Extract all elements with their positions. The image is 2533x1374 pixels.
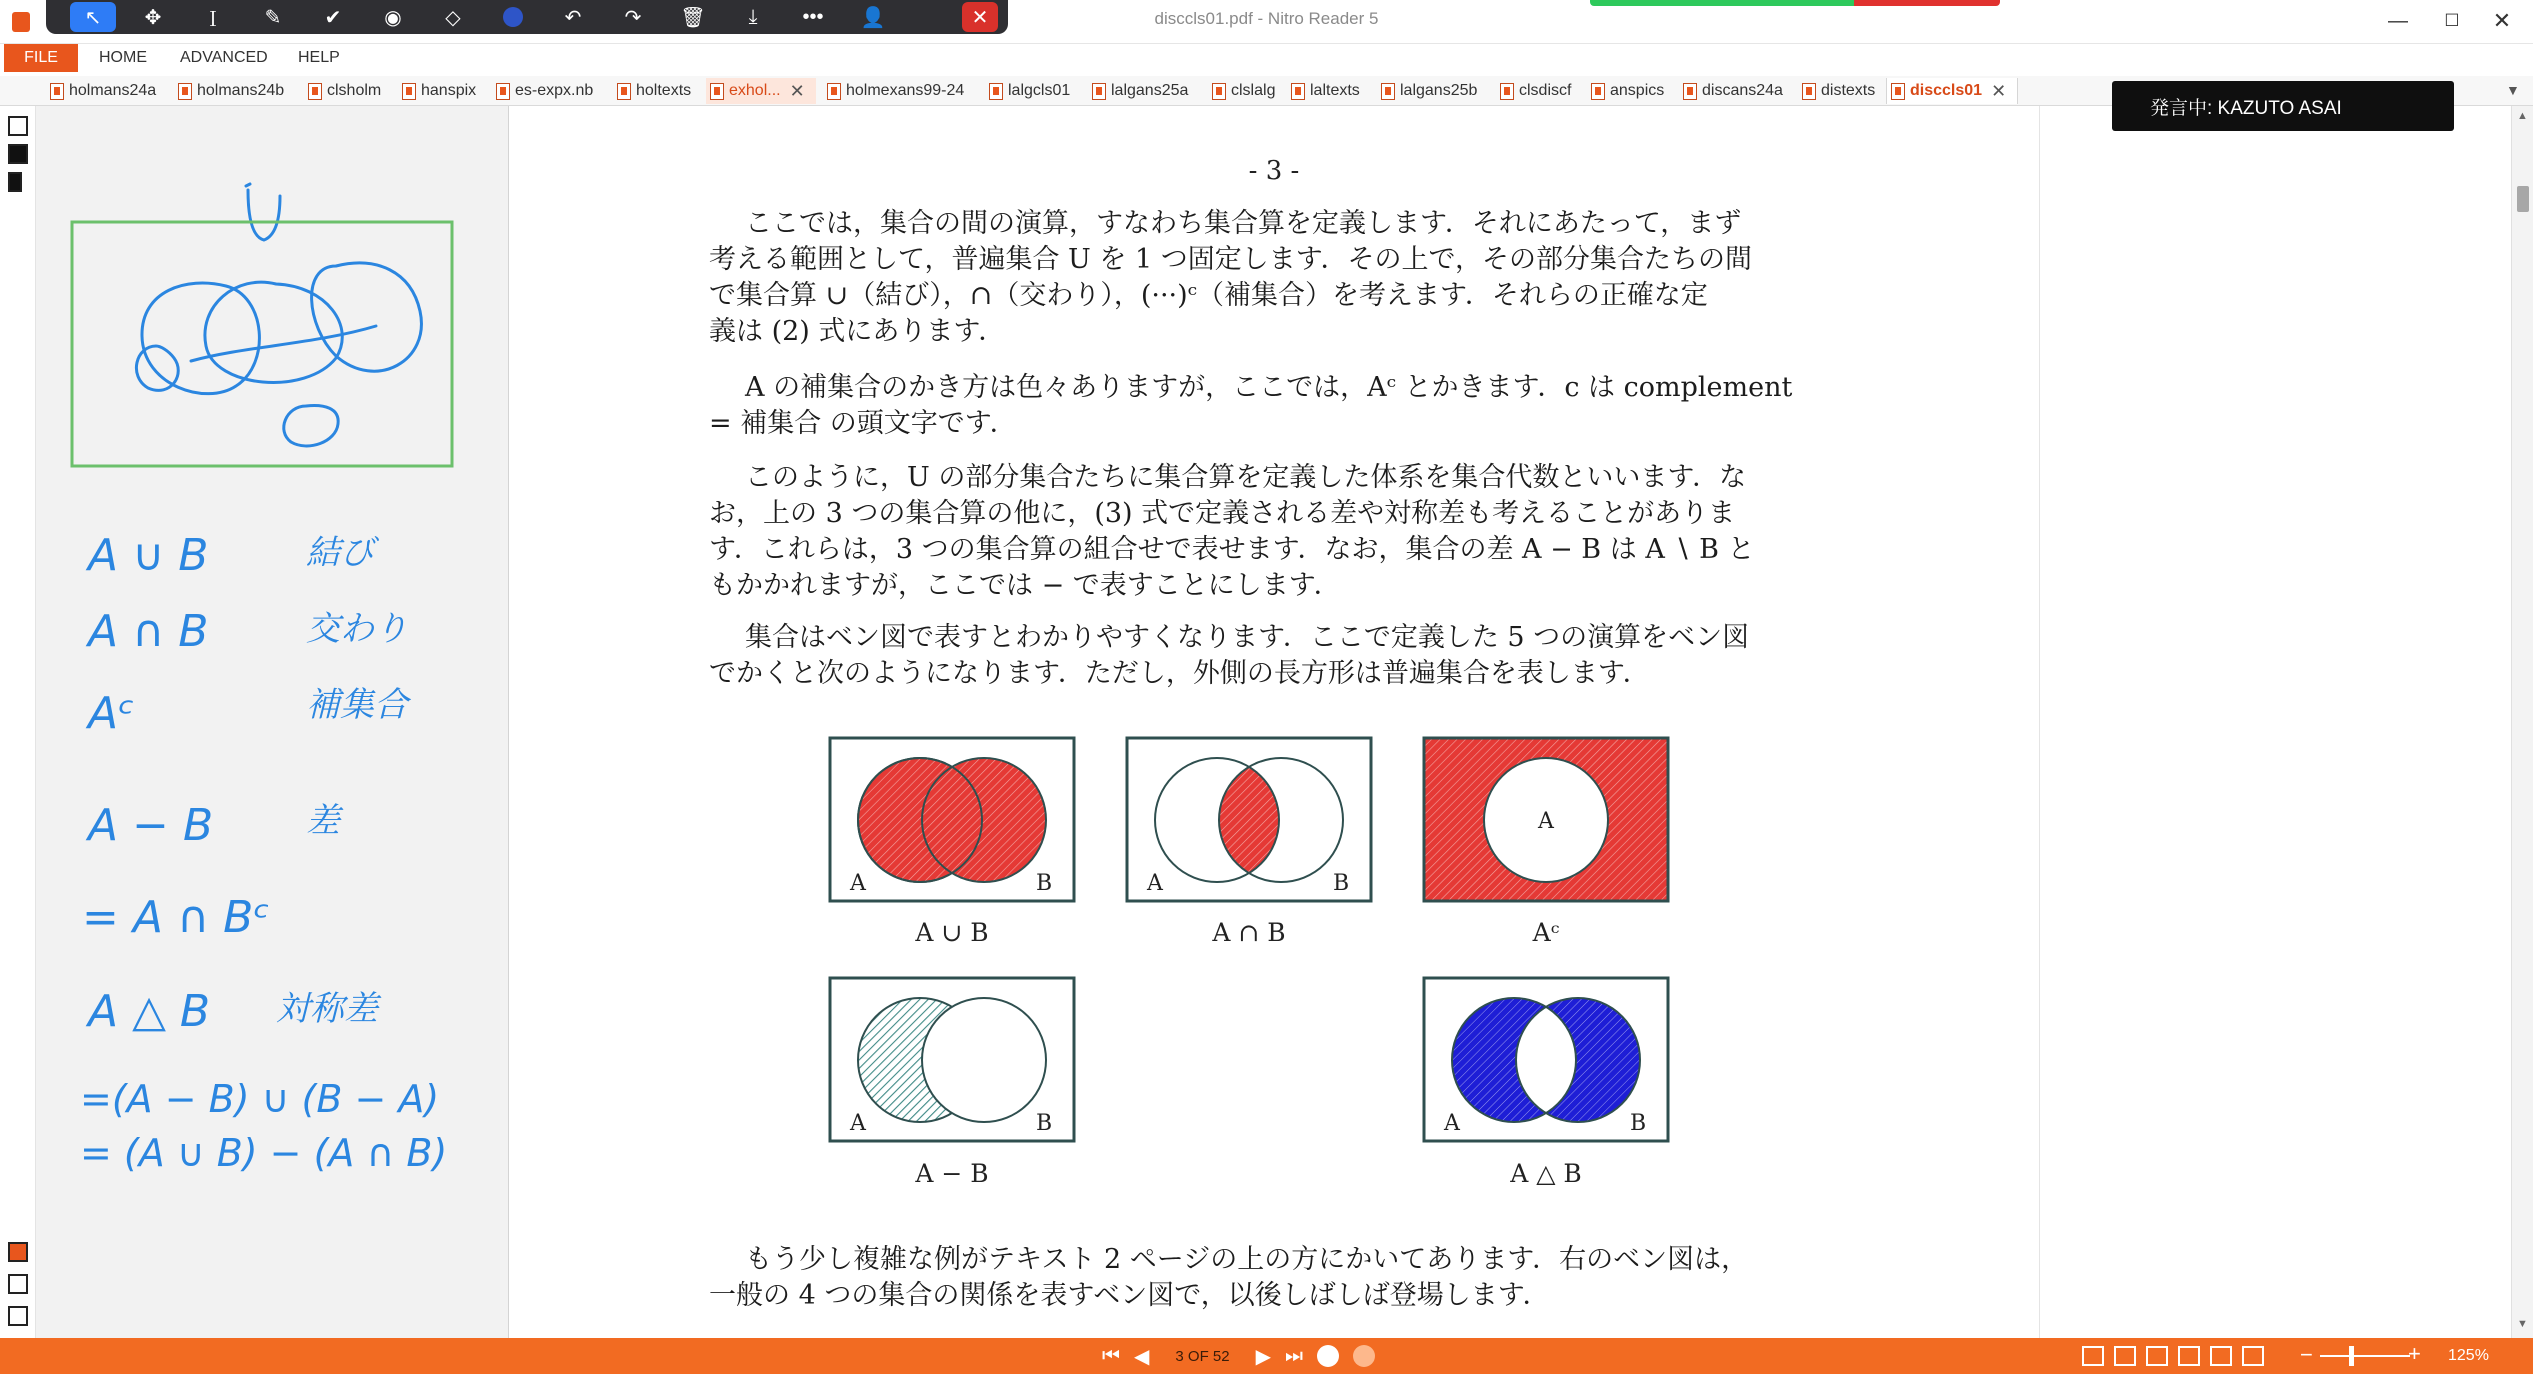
pdf-file-icon <box>989 83 1003 100</box>
comments-panel-icon[interactable] <box>8 1242 28 1262</box>
note-expr-1: A ∪ B <box>88 530 209 581</box>
page-header-number: - 3 - <box>1248 156 1300 186</box>
note-gloss-4: 差 <box>306 801 340 841</box>
pdf-file-icon <box>1500 83 1514 100</box>
text-line: = 補集合 の頭文字です． <box>709 408 1017 439</box>
undo-icon[interactable]: ↶ <box>564 6 582 29</box>
pdf-file-icon <box>402 83 416 100</box>
venn-label-a: A <box>1538 809 1554 834</box>
scroll-thumb[interactable] <box>2517 186 2529 212</box>
paragraph-5 <box>709 1242 1791 1314</box>
tab-es-expx[interactable] <box>492 78 593 104</box>
tab-lalgans25b[interactable] <box>1377 78 1477 104</box>
ink-circle-middle <box>205 282 342 382</box>
pdf-file-icon <box>1891 83 1905 100</box>
facing-continuous-view-icon[interactable] <box>2178 1346 2200 1366</box>
pdf-page <box>509 106 2039 1338</box>
pdf-file-icon <box>827 83 841 100</box>
note-gloss-6: 対称差 <box>276 989 378 1029</box>
pdf-file-icon <box>1802 83 1816 100</box>
facing-view-icon[interactable] <box>2146 1346 2168 1366</box>
tab-holmans24a[interactable] <box>46 78 156 104</box>
pointer-tool-icon[interactable]: ↖ <box>70 2 116 32</box>
note-expr-2: A ∩ B <box>88 606 209 657</box>
tab-disccls01[interactable] <box>1886 78 2018 104</box>
page-navigation <box>1102 1344 1375 1368</box>
checkmark-tool-icon[interactable]: ✔ <box>324 6 342 29</box>
venn-difference <box>830 978 1074 1141</box>
tab-discans24a[interactable] <box>1679 78 1783 104</box>
menu-help[interactable]: HELP <box>298 49 340 66</box>
color-picker-icon[interactable] <box>490 2 536 32</box>
text-line: 義は (2) 式にあります． <box>709 316 1006 347</box>
pdf-file-icon <box>1381 83 1395 100</box>
fit-page-icon[interactable] <box>2242 1346 2264 1366</box>
tab-label: lalgcls01 <box>1008 82 1071 99</box>
bookmarks-panel-icon[interactable] <box>8 144 28 164</box>
tab-label: anspics <box>1610 82 1665 99</box>
venn-intersection <box>1127 738 1371 901</box>
tab-label: holtexts <box>636 82 692 99</box>
text-line: で集合算 ∪（結び），∩（交わり），(···)ᶜ（補集合）を考えます．それらの正確な定 <box>709 280 1708 311</box>
caption-complement: Aᶜ <box>1532 918 1560 947</box>
meeting-status-strip <box>1590 0 2000 6</box>
tab-label: holmans24a <box>69 82 157 99</box>
venn-label-b: B <box>1630 1111 1647 1136</box>
tab-holtexts[interactable] <box>613 78 691 104</box>
pdf-file-icon <box>50 83 64 100</box>
venn-symmetric-difference <box>1424 978 1668 1141</box>
output-panel-icon[interactable] <box>8 1306 28 1326</box>
first-page-icon[interactable]: ⏮ <box>1102 1344 1120 1367</box>
save-download-icon[interactable]: ⤓ <box>748 5 758 28</box>
venn-label-b: B <box>1036 871 1053 896</box>
venn-label-a: A <box>1147 871 1163 896</box>
ink-bottom-loop <box>284 406 338 446</box>
pdf-file-icon <box>1683 83 1697 100</box>
tab-label: disccls01 <box>1910 82 1983 99</box>
attachments-panel-icon[interactable] <box>8 172 22 192</box>
note-expr-8: = (A ∪ B) − (A ∩ B) <box>80 1131 448 1175</box>
venn-label-b: B <box>1333 871 1350 896</box>
text-line: お，上の 3 つの集合算の他に，(3) 式で定義される差や対称差も考えることがありま <box>709 498 1736 529</box>
annotation-toolbar <box>46 0 1008 34</box>
menu-bar <box>0 44 2533 72</box>
spotlight-tool-icon[interactable]: ◉ <box>384 6 402 29</box>
pan-tool-icon[interactable]: ✥ <box>144 6 162 29</box>
zoom-slider-knob[interactable] <box>2349 1346 2354 1366</box>
venn-diagram-figure <box>509 106 2039 1338</box>
note-expr-5: = A ∩ Bᶜ <box>82 892 270 943</box>
note-expr-7: =(A − B) ∪ (B − A) <box>80 1077 440 1121</box>
tab-hanspix[interactable] <box>398 78 476 104</box>
exit-annotation-button[interactable]: ✕ <box>962 2 998 32</box>
tab-close-icon[interactable]: ✕ <box>1991 80 2007 101</box>
single-page-view-icon[interactable] <box>2082 1346 2104 1366</box>
menu-advanced[interactable]: ADVANCED <box>180 49 268 66</box>
vertical-scrollbar[interactable] <box>2511 106 2533 1338</box>
ink-sketch-canvas[interactable] <box>36 106 509 1338</box>
zoom-level[interactable]: 125% <box>2448 1347 2489 1364</box>
tab-label: es-expx.nb <box>515 82 594 99</box>
text-line: ここでは，集合の間の演算，すなわち集合算を定義します．それにあたって，まず <box>745 208 1742 239</box>
tab-label: distexts <box>1821 82 1876 99</box>
universal-set-box <box>72 222 452 466</box>
caption-union: A ∪ B <box>915 918 989 947</box>
previous-page-icon[interactable]: ◀ <box>1134 1345 1150 1368</box>
status-bar <box>0 1338 2533 1374</box>
venn-union <box>830 738 1074 901</box>
pdf-file-icon <box>1092 83 1106 100</box>
ink-small-loop <box>136 346 178 390</box>
tab-label: exhol... <box>729 82 781 99</box>
scroll-up-icon[interactable]: ▲ <box>2517 110 2528 122</box>
pdf-file-icon <box>1212 83 1226 100</box>
tab-holmans24b[interactable] <box>174 78 284 104</box>
note-expr-4: A − B <box>88 800 214 851</box>
pdf-file-icon <box>1591 83 1605 100</box>
tab-label: lalgans25b <box>1400 82 1478 99</box>
tab-holmexans99-24[interactable] <box>823 78 964 104</box>
close-window-button[interactable]: ✕ <box>2492 8 2512 33</box>
tab-label: lalgans25a <box>1111 82 1189 99</box>
current-ink-color-swatch <box>503 7 523 27</box>
text-line: もう少し複雑な例がテキスト 2 ページの上の方にかいてあります．右のベン図は， <box>745 1244 1749 1275</box>
minimize-button[interactable]: — <box>2388 10 2408 32</box>
tab-label: discans24a <box>1702 82 1783 99</box>
tab-laltexts[interactable] <box>1287 78 1360 104</box>
continuous-view-icon[interactable] <box>2114 1346 2136 1366</box>
tab-close-icon[interactable]: ✕ <box>789 80 805 101</box>
text-line: このように，U の部分集合たちに集合算を定義した体系を集合代数といいます．な <box>745 462 1747 493</box>
tab-distexts[interactable] <box>1798 78 1875 104</box>
tab-label: holmexans99-24 <box>846 82 965 99</box>
status-strip-red <box>1854 0 2000 6</box>
note-gloss-2: 交わり <box>306 609 408 649</box>
tab-clsdiscf[interactable] <box>1496 78 1571 104</box>
venn-label-a: A <box>850 871 866 896</box>
pdf-file-icon <box>1291 83 1305 100</box>
window-title: disccls01.pdf - Nitro Reader 5 <box>1154 9 1379 28</box>
left-tool-strip <box>0 106 36 1338</box>
maximize-button[interactable]: ☐ <box>2444 11 2460 30</box>
caption-intersection: A ∩ B <box>1212 918 1286 947</box>
venn-label-a: A <box>850 1111 866 1136</box>
fit-width-icon[interactable] <box>2210 1346 2232 1366</box>
last-page-icon[interactable]: ⏭ <box>1284 1344 1303 1367</box>
handwritten-notes-panel[interactable] <box>36 106 509 1338</box>
play-back-icon[interactable] <box>1317 1345 1339 1367</box>
note-expr-6: A △ B <box>88 986 211 1037</box>
text-line: A の補集合のかき方は色々ありますが，ここでは，Aᶜ とかきます．c は complement <box>745 372 1793 403</box>
speaker-indicator: 発言中: KAZUTO ASAI <box>2112 81 2454 131</box>
tab-clslalg[interactable] <box>1208 78 1275 104</box>
pen-tool-icon[interactable]: ✎ <box>264 6 282 29</box>
note-expr-3: Aᶜ <box>88 688 135 739</box>
text-cursor-tool-icon[interactable]: Ｉ <box>203 8 223 31</box>
play-forward-icon[interactable] <box>1353 1345 1375 1367</box>
note-gloss-1: 結び <box>306 533 374 573</box>
scroll-down-icon[interactable]: ▼ <box>2517 1318 2528 1330</box>
zoom-out-button[interactable]: − <box>2300 1342 2313 1367</box>
tab-exhol[interactable] <box>706 78 816 104</box>
text-line: もかかれますが，ここでは − で表すことにします． <box>709 570 1341 601</box>
text-line: 一般の 4 つの集合の関係を表すベン図で，以後しばしば登場します． <box>709 1280 1550 1311</box>
pdf-file-icon <box>496 83 510 100</box>
pdf-file-icon <box>617 83 631 100</box>
text-line: 集合はベン図で表すとわかりやすくなります．ここで定義した 5 つの演算をベン図 <box>745 622 1750 653</box>
layers-panel-icon[interactable] <box>8 1274 28 1294</box>
zoom-in-button[interactable]: + <box>2408 1341 2421 1366</box>
pdf-file-icon <box>710 83 724 100</box>
pdf-file-icon <box>308 83 322 100</box>
tab-lalgcls01[interactable] <box>985 78 1070 104</box>
tab-label: laltexts <box>1310 82 1360 99</box>
more-options-icon[interactable]: ••• <box>802 5 824 28</box>
caption-symmetric-difference: A △ B <box>1510 1159 1582 1188</box>
trash-icon[interactable]: 🗑 <box>680 6 706 29</box>
menu-home[interactable]: HOME <box>99 49 147 66</box>
tab-label: clslalg <box>1231 82 1276 99</box>
caption-difference: A − B <box>915 1159 989 1188</box>
note-gloss-3: 補集合 <box>306 685 408 725</box>
tab-lalgans25a[interactable] <box>1088 78 1188 104</box>
venn-label-a: A <box>1444 1111 1460 1136</box>
tab-label: hanspix <box>421 82 477 99</box>
venn-label-b: B <box>1036 1111 1053 1136</box>
tab-clsholm[interactable] <box>304 78 381 104</box>
page-indicator[interactable]: 3 OF 52 <box>1175 1347 1230 1365</box>
tab-label: clsholm <box>327 82 382 99</box>
text-line: す．これらは，3 つの集合算の組合せで表せます．なお，集合の差 A − B は A ∖ B と <box>709 534 1755 565</box>
document-view[interactable] <box>509 106 2039 1338</box>
pages-panel-icon[interactable] <box>8 116 28 136</box>
tab-label: clsdiscf <box>1519 82 1572 99</box>
tab-overflow-icon[interactable]: ▼ <box>2506 82 2520 98</box>
eraser-tool-icon[interactable]: ◇ <box>445 6 461 29</box>
tab-label: holmans24b <box>197 82 285 99</box>
ink-circle-right <box>312 263 422 371</box>
text-line: でかくと次のようになります．ただし，外側の長方形は普遍集合を表します． <box>709 658 1650 689</box>
venn-complement <box>1424 738 1668 901</box>
ink-u-mark <box>246 184 250 186</box>
zoom-slider-track[interactable] <box>2320 1355 2410 1357</box>
menu-file[interactable]: FILE <box>4 44 78 72</box>
redo-icon[interactable]: ↷ <box>624 6 642 29</box>
next-page-icon[interactable]: ▶ <box>1255 1345 1271 1368</box>
presenter-icon[interactable]: 👤 <box>860 6 886 29</box>
ink-u-letter <box>248 190 280 240</box>
ink-cross-stroke <box>191 326 376 361</box>
pdf-file-icon <box>178 83 192 100</box>
text-line: 考える範囲として，普遍集合 U を 1 つ固定します．その上で，その部分集合たちの間 <box>709 244 1753 275</box>
page-margin-area <box>2039 106 2511 1338</box>
tab-anspics[interactable] <box>1587 78 1664 104</box>
view-mode-icons <box>2082 1346 2264 1366</box>
status-strip-green <box>1590 0 1854 6</box>
